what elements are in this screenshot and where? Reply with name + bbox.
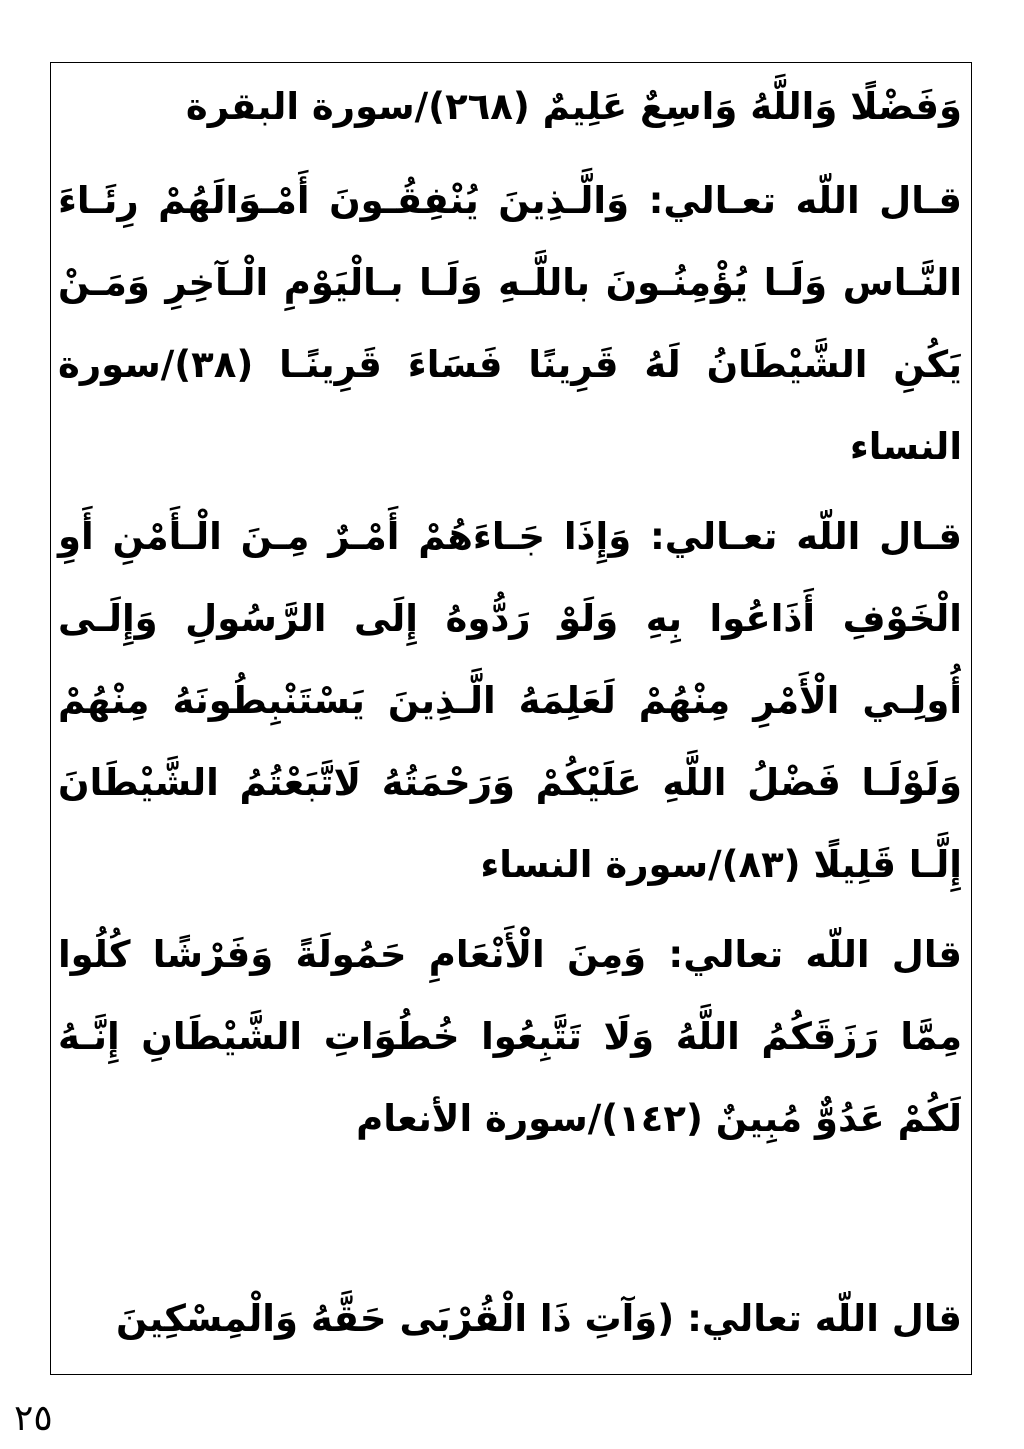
verse-paragraph-continued: قال اللّه تعالي: (وَآتِ ذَا الْقُرْبَى حَقَّهُ وَالْمِسْكِينَ: [116, 1297, 962, 1340]
page-number: ٢٥: [14, 1398, 53, 1439]
verse-paragraph-baqarah-268: وَفَضْلًا وَاللَّهُ وَاسِعٌ عَلِيمٌ (٢٦٨)/سورة البقرة: [185, 85, 962, 128]
quran-verses-text: [58, 66, 962, 1360]
verse-paragraph-nisa-83: قـال اللّه تعـالي: وَإِذَا جَـاءَهُمْ أَمْـرٌ مِـنَ الْـأَمْنِ أَوِ الْخَوْفِ أَذَاعُوا بِهِ وَلَوْ رَدُّوهُ إِلَى الرَّسُولِ وَإِلَـى أُولِـي الْأَمْرِ مِنْهُمْ لَعَلِمَهُ الَّـذِينَ يَسْتَنْبِطُونَهُ مِنْهُمْ وَلَوْلَـا فَضْلُ اللَّهِ عَلَيْكُمْ وَرَحْمَتُهُ لَاتَّبَعْتُمُ الشَّيْطَانَ إِلَّـا قَلِيلًا (٨٣)/سورة النساء: [58, 515, 962, 886]
verse-paragraph-anam-142: قال اللّه تعالي: وَمِنَ الْأَنْعَامِ حَمُولَةً وَفَرْشًا كُلُوا مِمَّا رَزَقَكُمُ اللَّهُ وَلَا تَتَّبِعُوا خُطُوَاتِ الشَّيْطَانِ إِنَّـهُ لَكُمْ عَدُوٌّ مُبِينٌ (١٤٢)/سورة الأنعام: [58, 933, 962, 1140]
blank-space: [58, 1168, 962, 1278]
verse-paragraph-nisa-38: قـال اللّه تعـالي: وَالَّـذِينَ يُنْفِقُـونَ أَمْـوَالَهُمْ رِئَـاءَ النَّـاس وَلَـا يُؤْمِنُـونَ باللَّـهِ وَلَـا بـالْيَوْمِ الْـآخِرِ وَمَـنْ يَكُنِ الشَّيْطَانُ لَهُ قَرِينًا فَسَاءَ قَرِينًـا (٣٨)/سورة النساء: [58, 179, 962, 468]
